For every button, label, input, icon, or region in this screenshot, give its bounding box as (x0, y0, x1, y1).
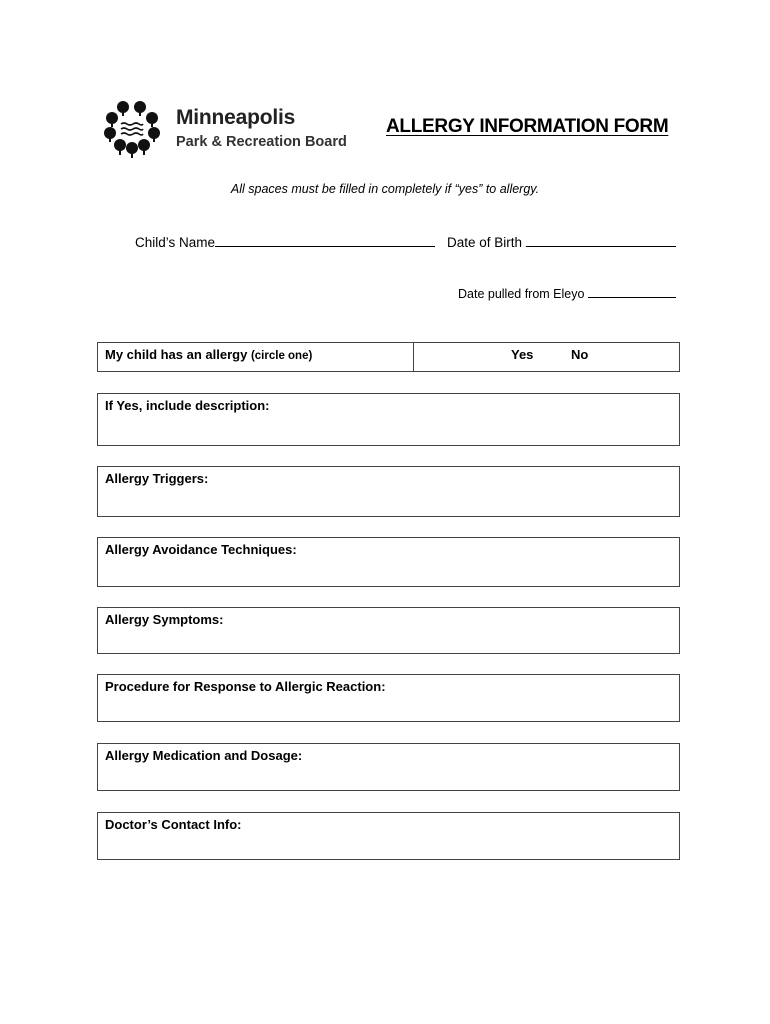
triggers-box[interactable] (97, 466, 680, 517)
medication-box[interactable] (97, 743, 680, 791)
procedure-box[interactable] (97, 674, 680, 722)
allergy-question-text: My child has an allergy (105, 347, 248, 362)
park-board-logo-icon (101, 98, 163, 158)
instructions: All spaces must be filled in completely if “yes” to allergy. (230, 182, 540, 196)
doctor-contact-label: Doctor’s Contact Info: (105, 817, 242, 832)
date-pulled-label: Date pulled from Eleyo (458, 287, 585, 301)
avoidance-box[interactable] (97, 537, 680, 587)
org-name: Minneapolis (176, 106, 296, 129)
symptoms-box[interactable] (97, 607, 680, 654)
doctor-contact-box[interactable] (97, 812, 680, 860)
no-option[interactable]: No (571, 347, 589, 362)
avoidance-label: Allergy Avoidance Techniques: (105, 542, 297, 557)
date-of-birth-label: Date of Birth (447, 235, 523, 250)
date-of-birth-blank[interactable] (526, 233, 676, 247)
form-title: ALLERGY INFORMATION FORM (386, 116, 669, 137)
cell-divider (413, 343, 414, 371)
allergy-question-hint: (circle one) (250, 350, 313, 362)
date-pulled-field[interactable] (458, 284, 676, 303)
description-label: If Yes, include description: (105, 398, 270, 413)
org-subtitle: Park & Recreation Board (176, 134, 347, 150)
date-of-birth-field[interactable] (447, 233, 676, 252)
yes-option[interactable]: Yes (511, 347, 534, 362)
symptoms-label: Allergy Symptoms: (105, 612, 224, 627)
description-box[interactable] (97, 393, 680, 446)
allergy-question-row (97, 342, 680, 372)
medication-label: Allergy Medication and Dosage: (105, 748, 303, 763)
date-pulled-blank[interactable] (588, 284, 676, 298)
child-name-field[interactable] (135, 233, 435, 252)
allergy-question-label (105, 347, 312, 364)
child-name-label: Child’s Name (135, 235, 216, 250)
triggers-label: Allergy Triggers: (105, 471, 209, 486)
procedure-label: Procedure for Response to Allergic Reaction: (105, 679, 386, 694)
child-name-blank[interactable] (215, 233, 435, 247)
